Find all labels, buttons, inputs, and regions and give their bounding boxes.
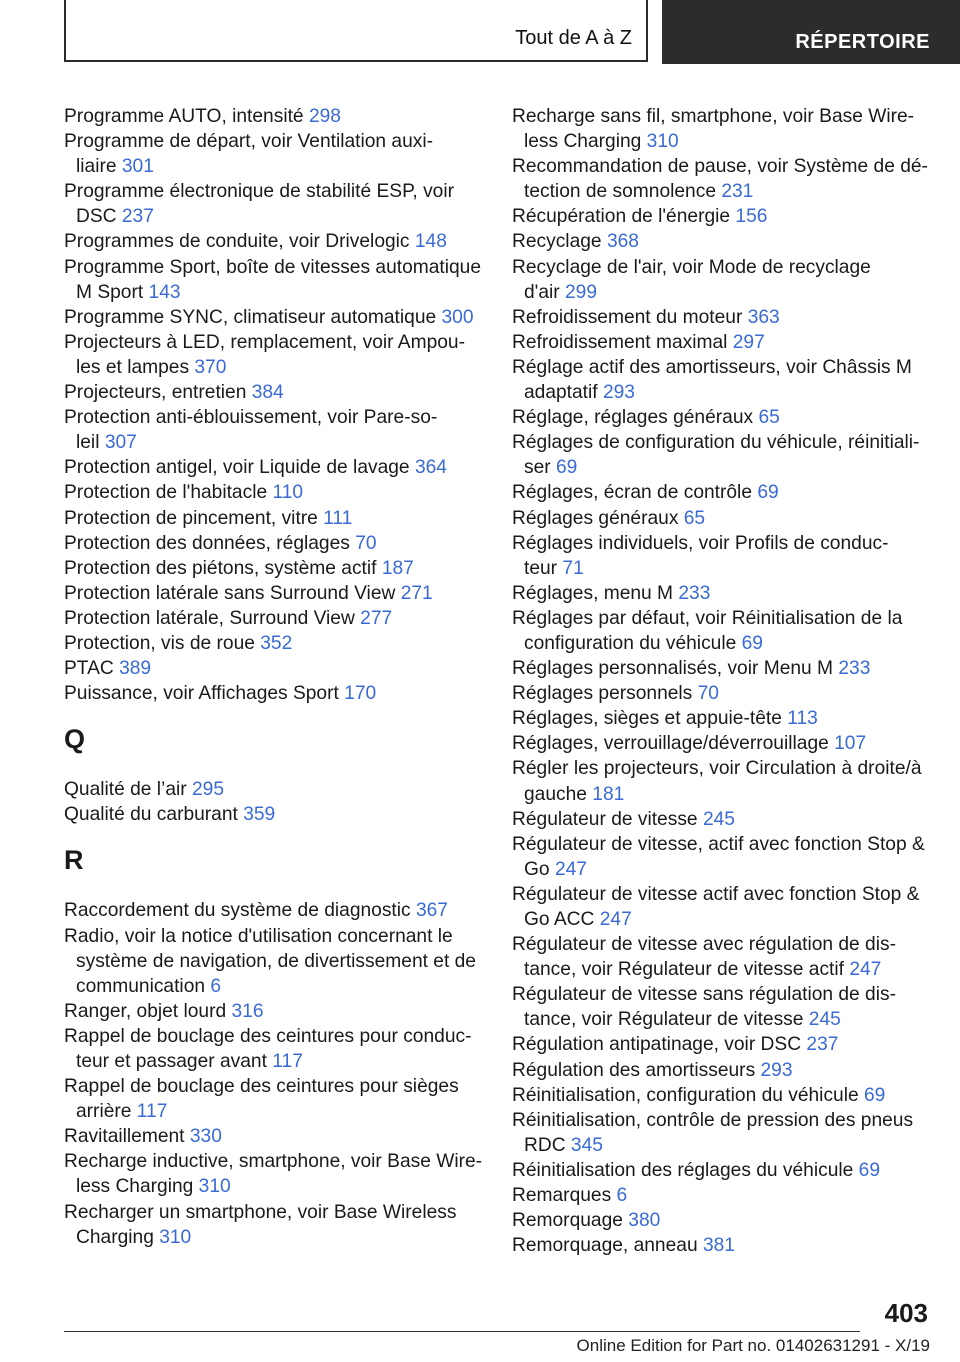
page-link[interactable]: 368 — [606, 231, 639, 253]
page-link[interactable]: 310 — [159, 1226, 192, 1248]
index-entry-text: Rappel de bouclage des ceintures pour sièges — [64, 1076, 459, 1098]
index-entry — [512, 330, 932, 355]
index-entry-text: Qualité du carburant — [64, 804, 238, 826]
index-entry-text: Protection de pincement, vitre — [64, 507, 318, 529]
index-entry-text: Réinitialisation des réglages du véhicule — [512, 1159, 854, 1181]
page-link[interactable]: 330 — [189, 1126, 222, 1148]
index-entry-text: Puissance, voir Affichages Sport — [64, 683, 339, 705]
index-entry-text: Recyclage de l'air, voir Mode de recyclage — [512, 256, 871, 278]
index-entry-text: teur et passager avant — [76, 1051, 267, 1072]
index-entry-text: Régulation des amortisseurs — [512, 1059, 756, 1081]
index-entry-text: Programme électronique de stabilité ESP, voir — [64, 181, 454, 203]
page-link[interactable]: 359 — [243, 804, 276, 826]
index-entry-text: Réglage, réglages généraux — [512, 407, 754, 429]
index-entry — [64, 506, 484, 531]
index-entry-text: Projecteurs, entretien — [64, 382, 247, 404]
page-link[interactable]: 367 — [415, 900, 448, 922]
page-link[interactable]: 70 — [355, 532, 377, 554]
index-entry-text: Recharger un smartphone, voir Base Wireless — [64, 1201, 457, 1223]
index-entry-text: Réglages par défaut, voir Réinitialisation de la — [512, 607, 903, 629]
index-entry-text: Raccordement du système de diagnostic — [64, 900, 411, 922]
index-entry-text: Go ACC — [524, 909, 595, 930]
footer-divider — [64, 1331, 860, 1332]
index-entry — [64, 305, 484, 330]
index-entry — [512, 1208, 932, 1233]
index-group-q — [64, 777, 484, 827]
page-link[interactable]: 181 — [592, 783, 625, 805]
page-link[interactable]: 231 — [721, 181, 754, 203]
index-entry-text: Réglages, verrouillage/déverrouillage — [512, 733, 829, 755]
index-entry-text: Réinitialisation, contrôle de pression des pneus — [512, 1109, 914, 1131]
index-entry — [512, 480, 932, 505]
page-link[interactable]: 380 — [628, 1210, 661, 1232]
page-link[interactable]: 113 — [787, 708, 818, 730]
index-entry — [512, 1032, 932, 1057]
index-entry-text: Recharge sans fil, smartphone, voir Base Wire- — [512, 106, 915, 127]
index-entry-text: Programme AUTO, intensité — [64, 106, 304, 127]
index-entry — [64, 104, 484, 129]
index-entry-text: Protection latérale, Surround View — [64, 607, 355, 629]
page-link[interactable]: 237 — [806, 1034, 839, 1056]
index-letter-r: R — [64, 845, 84, 876]
page-link[interactable]: 298 — [308, 106, 341, 127]
index-letter-q: Q — [64, 724, 86, 755]
index-entry-text: Protection antigel, voir Liquide de lavage — [64, 457, 410, 479]
index-entry-text: Réglages, menu M — [512, 582, 674, 604]
index-entry-text: Qualité de l’air — [64, 779, 187, 801]
index-entry-text: Réglages personnalisés, voir Menu M — [512, 658, 834, 680]
index-entry-text: adaptatif — [524, 382, 598, 404]
index-entry — [512, 1108, 932, 1158]
index-entry-text: Remorquage, anneau — [512, 1235, 698, 1257]
index-entry — [64, 1024, 484, 1074]
index-entry-text: ser — [524, 457, 551, 479]
index-entry — [64, 1200, 484, 1250]
page-link[interactable]: 310 — [198, 1176, 231, 1198]
page-link[interactable]: 307 — [104, 432, 137, 454]
index-entry — [64, 455, 484, 480]
index-entry — [512, 832, 932, 882]
index-entry-text: less Charging — [524, 131, 642, 153]
index-group-r — [64, 898, 484, 1249]
index-entry — [64, 380, 484, 405]
index-entry-text: Réglages individuels, voir Profils de conduc- — [512, 532, 889, 554]
index-entry — [64, 581, 484, 606]
index-entry-text: tection de somnolence — [524, 181, 716, 203]
index-entry — [512, 882, 932, 932]
index-column-left — [64, 104, 484, 1250]
index-entry — [512, 706, 932, 731]
page-link[interactable]: 364 — [414, 457, 447, 479]
page-link[interactable]: 107 — [834, 733, 867, 755]
index-entry-text: Régulateur de vitesse sans régulation de dis- — [512, 984, 896, 1006]
page-link[interactable]: 301 — [121, 156, 154, 178]
index-entry — [64, 330, 484, 380]
index-entry-text: Récupération de l'énergie — [512, 206, 731, 228]
index-entry-text: d'air — [524, 281, 560, 303]
index-entry — [512, 982, 932, 1032]
chapter-tab-label: RÉPERTOIRE — [795, 31, 930, 53]
page-link[interactable]: 187 — [381, 557, 414, 579]
page-link[interactable]: 233 — [678, 582, 711, 604]
index-entry — [512, 305, 932, 330]
index-entry — [512, 355, 932, 405]
index-entry-text: Programme Sport, boîte de vitesses automatique — [64, 256, 482, 278]
index-entry-text: communication — [76, 975, 206, 997]
index-entry-text: Régulateur de vitesse actif avec fonction Stop & — [512, 883, 920, 905]
page-link[interactable]: 65 — [758, 407, 780, 429]
index-entry — [64, 556, 484, 581]
index-entry — [64, 681, 484, 706]
index-entry-text: Réglages personnels — [512, 683, 693, 705]
index-entry-text: tance, voir Régulateur de vitesse actif — [524, 959, 844, 981]
index-entry-text: Protection latérale sans Surround View — [64, 582, 396, 604]
index-entry — [512, 204, 932, 229]
page-link[interactable]: 384 — [251, 382, 284, 404]
index-entry — [512, 656, 932, 681]
index-entry-text: Radio, voir la notice d'utilisation concernant le — [64, 925, 453, 947]
index-entry-text: Réinitialisation, configuration du véhicule — [512, 1084, 859, 1106]
index-entry-text: Remorquage — [512, 1210, 623, 1232]
index-entry-text: Programme de départ, voir Ventilation auxi- — [64, 131, 434, 153]
index-entry — [512, 807, 932, 832]
page-link[interactable]: 299 — [565, 281, 598, 303]
index-entry — [64, 999, 484, 1024]
index-entry-text: less Charging — [76, 1176, 194, 1198]
index-entry — [512, 731, 932, 756]
page-link[interactable]: 148 — [414, 231, 447, 253]
page-link[interactable]: 170 — [344, 683, 377, 705]
section-tab[interactable] — [64, 0, 648, 62]
index-entry-text: liaire — [76, 156, 117, 178]
page-link[interactable]: 69 — [741, 632, 763, 654]
index-entry-text: tance, voir Régulateur de vitesse — [524, 1009, 804, 1031]
page-header — [64, 0, 960, 64]
index-entry-text: Réglages généraux — [512, 507, 679, 529]
index-entry-text: M Sport — [76, 281, 144, 303]
index-entry-text: arrière — [76, 1101, 132, 1123]
index-entry-text: Recharge inductive, smartphone, voir Base Wire- — [64, 1151, 483, 1173]
index-entry — [64, 129, 484, 179]
index-entry-text: Rappel de bouclage des ceintures pour conduc- — [64, 1025, 472, 1047]
page-link[interactable]: 310 — [646, 131, 679, 153]
index-entry-text: Régler les projecteurs, voir Circulation à droite/à — [512, 758, 922, 780]
page-link[interactable]: 233 — [838, 658, 871, 680]
page-link[interactable]: 381 — [702, 1235, 735, 1257]
page-link[interactable]: 316 — [231, 1000, 264, 1022]
index-entry-text: Projecteurs à LED, remplacement, voir Ampou- — [64, 331, 465, 353]
index-entry-text: configuration du véhicule — [524, 632, 737, 654]
index-entry — [64, 606, 484, 631]
index-entry-text: Régulateur de vitesse — [512, 808, 698, 830]
page-link[interactable]: 6 — [616, 1185, 628, 1207]
index-entry-text: Recommandation de pause, voir Système de dé- — [512, 156, 928, 178]
index-entry — [64, 924, 484, 999]
page-link[interactable]: 143 — [148, 281, 181, 303]
index-entry-text: Protection anti-éblouissement, voir Pare-so- — [64, 407, 438, 429]
index-entry — [64, 1124, 484, 1149]
page-link[interactable]: 71 — [562, 557, 584, 579]
index-entry — [64, 631, 484, 656]
page-link[interactable]: 389 — [119, 658, 152, 680]
index-entry — [64, 656, 484, 681]
index-entry — [512, 1233, 932, 1258]
index-entry — [512, 681, 932, 706]
index-entry-text: DSC — [76, 206, 117, 228]
index-entry — [512, 104, 932, 154]
index-entry — [64, 898, 484, 923]
footer-edition-text: Online Edition for Part no. 01402631291 - X/19 — [576, 1336, 930, 1355]
page-link[interactable]: 277 — [360, 607, 393, 629]
page-link[interactable]: 69 — [858, 1159, 881, 1181]
page-link[interactable]: 110 — [272, 482, 304, 504]
index-entry-text: Protection de l'habitacle — [64, 482, 268, 504]
index-entry — [64, 1074, 484, 1124]
index-entry-text: Refroidissement du moteur — [512, 306, 743, 328]
index-entry-text: Programmes de conduite, voir Drivelogic — [64, 231, 410, 253]
page-link[interactable]: 297 — [732, 331, 765, 353]
index-entry — [64, 480, 484, 505]
index-entry-text: Réglage actif des amortisseurs, voir Châssis M — [512, 356, 912, 378]
page-link[interactable]: 247 — [599, 909, 632, 930]
page-link[interactable]: 295 — [192, 779, 225, 801]
index-entry-text: Ranger, objet lourd — [64, 1000, 227, 1022]
index-entry-text: Protection des piétons, système actif — [64, 557, 377, 579]
index-entry-text: Refroidissement maximal — [512, 331, 728, 353]
page-link[interactable]: 345 — [570, 1134, 603, 1156]
section-tab-label: Tout de A à Z — [515, 27, 632, 49]
index-entry — [512, 405, 932, 430]
index-entry-text: Réglages, écran de contrôle — [512, 482, 752, 504]
index-entry — [64, 802, 484, 827]
index-entry — [64, 229, 484, 254]
page-link[interactable]: 65 — [683, 507, 706, 529]
index-entry-text: Ravitaillement — [64, 1126, 185, 1148]
index-entry-text: les et lampes — [76, 356, 190, 378]
page-link[interactable]: 293 — [760, 1059, 793, 1081]
index-entry — [64, 1149, 484, 1199]
page-link[interactable]: 117 — [272, 1051, 303, 1072]
page-link[interactable]: 293 — [602, 382, 635, 404]
index-entry-text: PTAC — [64, 658, 114, 680]
page-link[interactable]: 117 — [136, 1101, 168, 1123]
index-entry — [512, 932, 932, 982]
index-entry — [64, 255, 484, 305]
index-entry-text: Programme SYNC, climatiseur automatique — [64, 306, 437, 328]
index-entry-text: système de navigation, de divertissement et de — [76, 950, 476, 972]
page-link[interactable]: 370 — [194, 356, 227, 378]
page-link[interactable]: 247 — [554, 858, 587, 880]
index-entry-text: leil — [76, 432, 100, 454]
page-link[interactable]: 6 — [210, 975, 222, 997]
index-entry — [512, 506, 932, 531]
page-link[interactable]: 69 — [864, 1084, 886, 1106]
index-entry-text: Protection, vis de roue — [64, 632, 255, 654]
index-entry — [64, 531, 484, 556]
index-entry — [512, 1083, 932, 1108]
index-entry — [512, 255, 932, 305]
index-entry — [512, 531, 932, 581]
page-link[interactable]: 237 — [121, 206, 154, 228]
page-link[interactable]: 245 — [808, 1009, 841, 1031]
index-entry — [64, 179, 484, 229]
index-entry-text: RDC — [524, 1134, 566, 1156]
index-entry — [512, 1158, 932, 1183]
index-entry-text: Protection des données, réglages — [64, 532, 350, 554]
page-link[interactable]: 247 — [849, 959, 882, 981]
chapter-tab[interactable] — [662, 0, 960, 64]
index-entry — [64, 777, 484, 802]
page-link[interactable]: 156 — [735, 206, 768, 228]
index-entry — [512, 154, 932, 204]
index-entry-text: Go — [524, 858, 550, 880]
page-link[interactable]: 69 — [757, 482, 779, 504]
page-link[interactable]: 245 — [702, 808, 735, 830]
index-entry — [512, 1058, 932, 1083]
index-entry — [512, 606, 932, 656]
index-entry-text: Réglages de configuration du véhicule, réinitiali- — [512, 432, 920, 454]
index-entry-text: Régulateur de vitesse avec régulation de dis- — [512, 934, 896, 956]
index-group-p — [64, 104, 484, 706]
index-group-r-continued — [512, 104, 932, 1258]
index-entry — [512, 581, 932, 606]
index-entry — [512, 430, 932, 480]
index-entry-text: Régulateur de vitesse, actif avec fonction Stop & — [512, 833, 925, 855]
index-entry — [512, 229, 932, 254]
page-link[interactable]: 300 — [441, 306, 474, 328]
index-column-right — [512, 104, 932, 1258]
page-link[interactable]: 69 — [556, 457, 578, 479]
page-link[interactable]: 363 — [747, 306, 780, 328]
index-entry-text: Réglages, sièges et appuie-tête — [512, 708, 782, 730]
index-entry — [512, 1183, 932, 1208]
page-link[interactable]: 70 — [697, 683, 719, 705]
index-entry — [64, 405, 484, 455]
index-entry-text: gauche — [524, 783, 587, 805]
page-link[interactable]: 111 — [323, 507, 353, 529]
page-link[interactable]: 352 — [260, 632, 293, 654]
index-entry — [512, 756, 932, 806]
index-entry-text: teur — [524, 557, 558, 579]
page-link[interactable]: 271 — [400, 582, 433, 604]
index-entry-text: Régulation antipatinage, voir DSC — [512, 1034, 802, 1056]
page-number: 403 — [884, 1298, 928, 1328]
index-entry-text: Remarques — [512, 1185, 612, 1207]
index-entry-text: Charging — [76, 1226, 154, 1248]
index-entry-text: Recyclage — [512, 231, 602, 253]
